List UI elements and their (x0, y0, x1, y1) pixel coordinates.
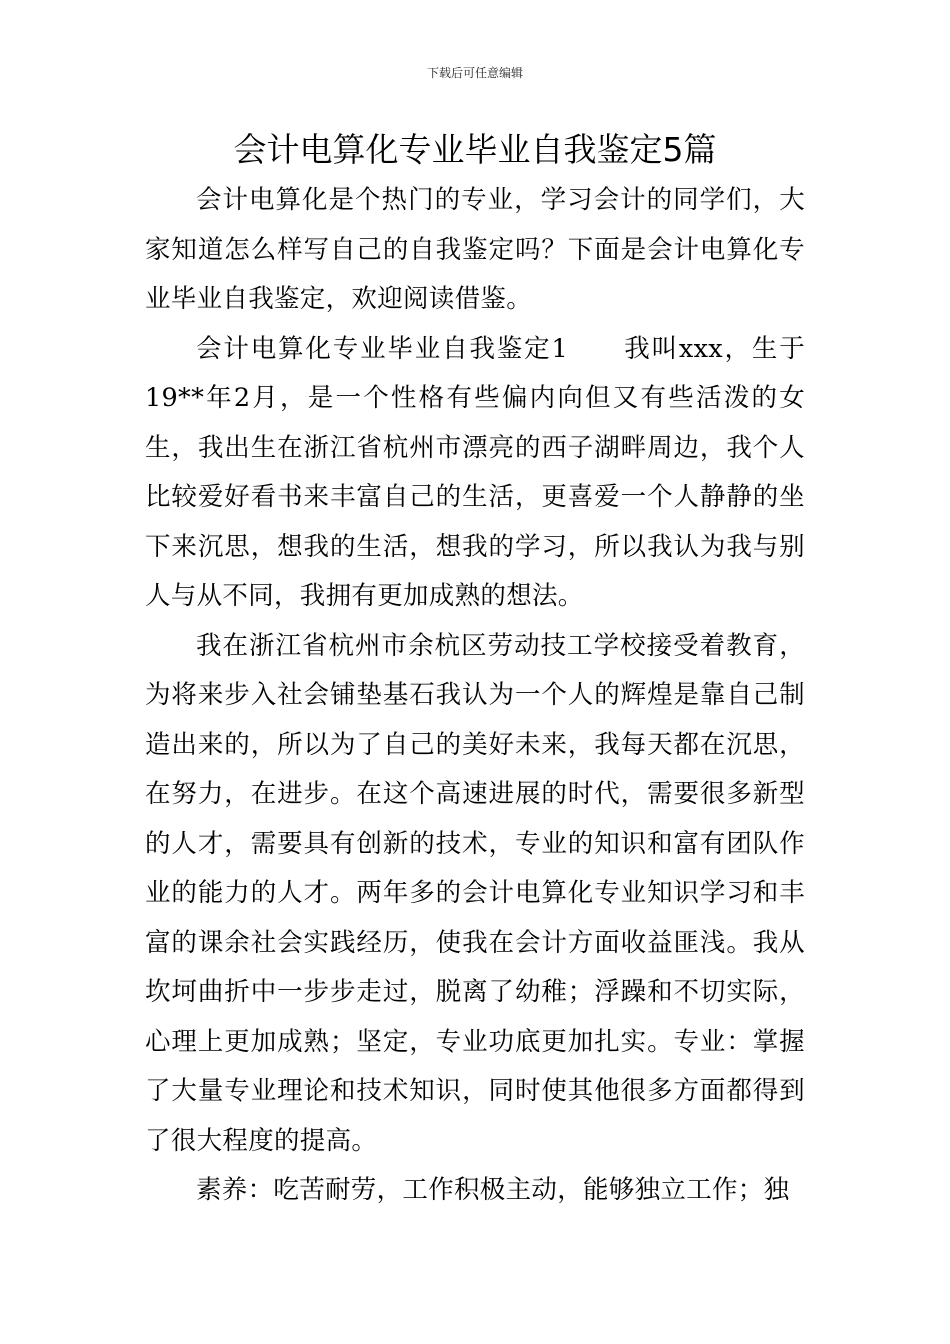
paragraph-qualities: 素养：吃苦耐劳，工作积极主动，能够独立工作；独 (196, 1175, 790, 1205)
paragraph-education: 我在浙江省杭州市余杭区劳动技工学校接受着教育，为将来步入社会铺垫基石我认为一个人的辉煌是靠自己制造出来的，所以为了自己的美好未来，我每天都在沉思，在努力，在进步。在这个高速进展的时代，需要很多新型的人才，需要具有创新的技术，专业的知识和富有团队作业的能力的人才。两年多的会计电算化专业知识学习和丰富的课余社会实践经历，使我在会计方面收益匪浅。我从坎坷曲折中一步步走过，脱离了幼稚；浮躁和不切实际，心理上更加成熟；坚定，专业功底更加扎实。专业：掌握了大量专业理论和技术知识，同时使其他很多方面都得到了很大程度的提高。 (145, 630, 805, 1156)
paragraph-self-assessment-1: 会计电算化专业毕业自我鉴定1 我叫xxx，生于19**年2月，是一个性格有些偏内向但又有些活泼的女生，我出生在浙江省杭州市漂亮的西子湖畔周边，我个人比较爱好看书来丰富自己的生活，更喜爱一个人静静的坐下来沉思，想我的生活，想我的学习，所以我认为我与别人与从不同，我拥有更加成熟的想法。 (145, 333, 805, 611)
document-body (145, 176, 805, 1216)
header-note: 下载后可任意编辑 (426, 66, 523, 80)
document-title: 会计电算化专业毕业自我鉴定5篇 (233, 130, 717, 169)
paragraph-intro: 会计电算化是个热门的专业，学习会计的同学们，大家知道怎么样写自己的自我鉴定吗？下面是会计电算化专业毕业自我鉴定，欢迎阅读借鉴。 (145, 185, 805, 314)
